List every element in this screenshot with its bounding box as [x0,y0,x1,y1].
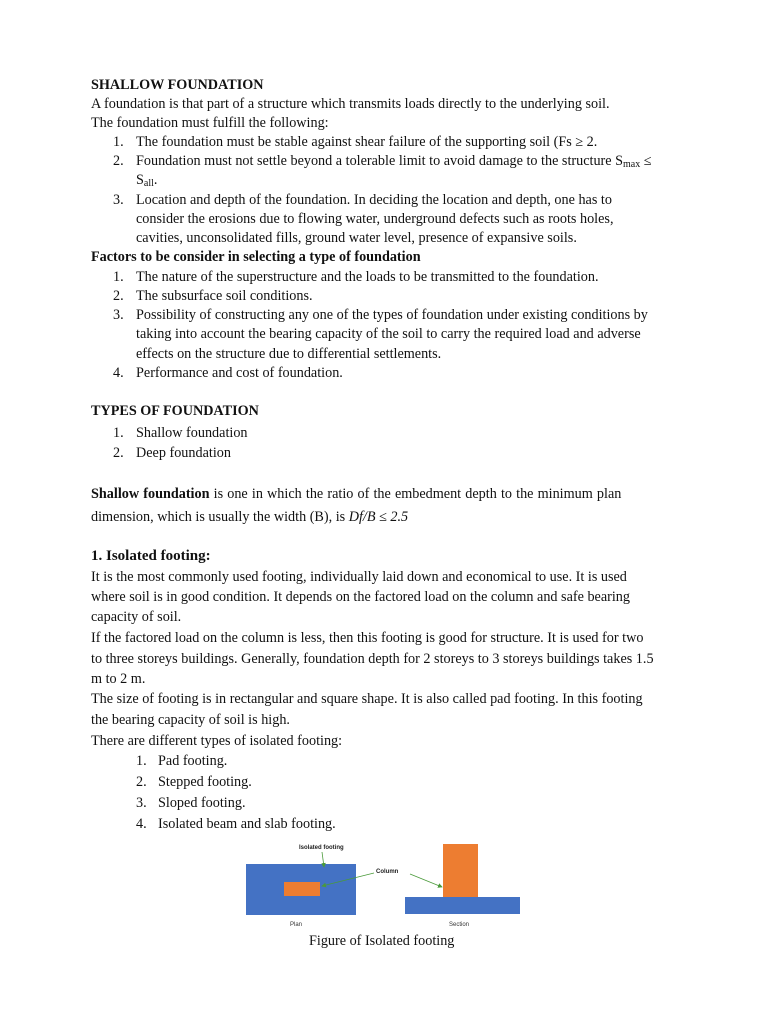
requirement-text: . [153,172,158,188]
list-number: 2. [113,288,124,304]
list-number: 1. [113,425,124,441]
factors-heading: Factors to be consider in selecting a type of foundation [91,249,421,265]
list-number: 3. [136,795,147,811]
intro-line-1: A foundation is that part of a structure which transmits loads directly to the underlying soil. [91,96,610,112]
list-number: 2. [136,774,147,790]
label-column: Column [376,869,399,875]
definition-text: dimension, which is usually the width (B), is [91,509,349,525]
list-item-text: Possibility of constructing any one of the types of foundation under existing conditions by [136,307,648,323]
list-item-text: taking into account the bearing capacity of the soil to carry the required load and adverse [136,326,641,342]
requirement-text: Foundation must not settle beyond a tolerable limit to avoid damage to the structure S [136,153,624,169]
list-item-text: cavities, unconsolidated fills, ground water level, presence of expansive soils. [136,230,577,246]
isolated-heading: 1. Isolated footing: [91,548,211,564]
list-number: 1. [113,134,124,150]
list-item-text: The nature of the superstructure and the loads to be transmitted to the foundation. [136,269,599,285]
subscript: all [143,178,154,189]
list-number: 3. [113,192,124,208]
paragraph-line: There are different types of isolated footing: [91,733,343,749]
list-item-text: Deep foundation [136,445,231,461]
definition-text: is one in which the ratio of the embedment depth to the minimum plan [209,486,622,502]
list-item-text: Isolated beam and slab footing. [158,816,336,832]
figure-caption: Figure of Isolated footing [309,933,455,949]
page-title: SHALLOW FOUNDATION [91,77,264,93]
label-plan: Plan [290,922,303,928]
isolated-footing-figure [246,838,522,930]
paragraph-line: m to 2 m. [91,671,146,687]
list-item-text: The subsurface soil conditions. [136,288,313,304]
intro-line-2: The foundation must fulfill the following: [91,115,329,131]
definition-term: Shallow foundation [91,486,210,502]
list-item-text: The foundation must be stable against shear failure of the supporting soil (Fs ≥ 2. [136,134,598,150]
definition-line-2 [91,508,408,528]
list-item-text: Location and depth of the foundation. In deciding the location and depth, one has to [136,192,612,208]
list-item-text [136,152,652,172]
paragraph-line: where soil is in good condition. It depends on the factored load on the column and safe bearing [91,589,630,605]
paragraph-line: If the factored load on the column is less, then this footing is good for structure. It is used for two [91,630,644,646]
list-item-text: Sloped footing. [158,795,246,811]
paragraph-line: capacity of soil. [91,609,182,625]
list-item-text: consider the erosions due to flowing water, underground defects such as roots holes, [136,211,614,227]
list-number: 1. [113,269,124,285]
paragraph-line: to three storeys buildings. Generally, foundation depth for 2 storeys to 3 storeys buildings takes 1.5 [91,651,654,667]
requirement-text: S [136,172,144,188]
section-column [443,844,478,897]
definition-line-1 [91,485,621,505]
list-item-text: Performance and cost of foundation. [136,365,343,381]
list-item-text: Stepped footing. [158,774,252,790]
column-arrow-section [410,874,442,887]
list-item-text: effects on the structure due to differential settlements. [136,346,442,362]
list-number: 1. [136,753,147,769]
types-heading: TYPES OF FOUNDATION [91,403,259,419]
list-number: 4. [113,365,124,381]
list-number: 2. [113,445,124,461]
list-item-text: Shallow foundation [136,425,248,441]
list-number: 2. [113,153,124,169]
label-section: Section [449,922,470,928]
requirement-text: ≤ [640,153,652,169]
subscript: max [623,159,641,170]
section-footing-base [405,897,520,914]
paragraph-line: the bearing capacity of soil is high. [91,712,290,728]
plan-column [284,882,320,896]
label-isolated-footing: Isolated footing [299,845,344,851]
paragraph-line: It is the most commonly used footing, individually laid down and economical to use. It is used [91,569,627,585]
formula: Df/B ≤ 2.5 [348,509,409,525]
list-number: 3. [113,307,124,323]
list-number: 4. [136,816,147,832]
paragraph-line: The size of footing is in rectangular and square shape. It is also called pad footing. In this footing [91,691,643,707]
list-item-text: Pad footing. [158,753,228,769]
list-item-text [136,171,157,191]
